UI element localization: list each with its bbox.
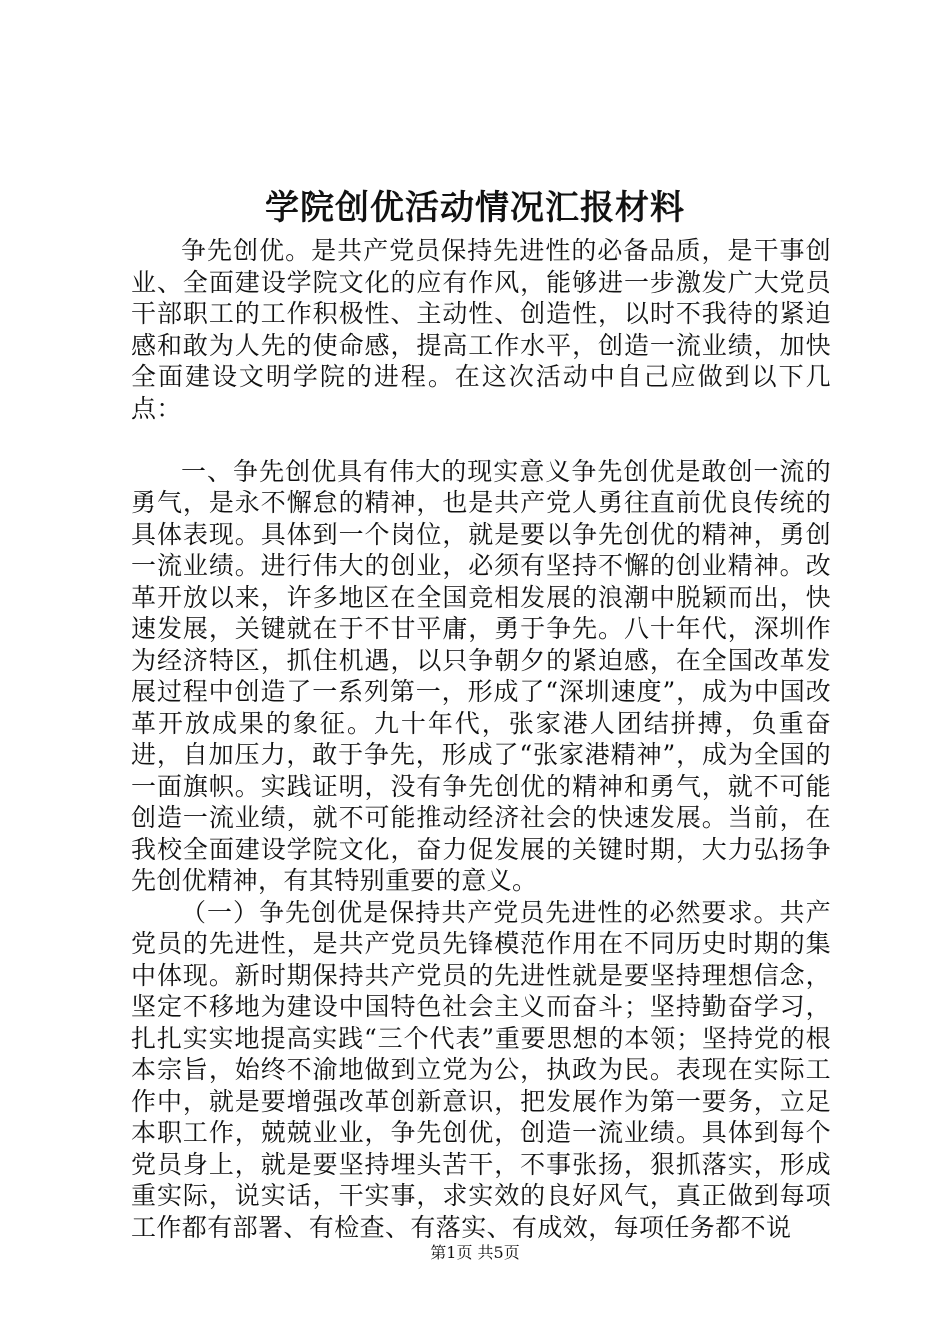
paragraph-section-one: 一、争先创优具有伟大的现实意义争先创优是敢创一流的勇气，是永不懈怠的精神，也是共产党人勇往直前优良传统的具体表现。具体到一个岗位，就是要以争先创优的精神，勇创一流业绩。进行伟大的创业，必须有坚持不懈的创业精神。改革开放以来，许多地区在全国竞相发展的浪潮中脱颖而出，快速发展，关键就在于不甘平庸，勇于争先。八十年代，深圳作为经济特区，抓住机遇，以只争朝夕的紧迫感，在全国改革发展过程中创造了一系列第一，形成了“深圳速度”，成为中国改革开放成果的象征。九十年代，张家港人团结拼搏，负重奋进，自加压力，敢于争先，形成了“张家港精神”，成为全国的一面旗帜。实践证明，没有争先创优的精神和勇气，就不可能创造一流业绩，就不可能推动经济社会的快速发展。当前，在我校全面建设学院文化，奋力促发展的关键时期，大力弘扬争先创优精神，有其特别重要的意义。	[131, 456, 831, 895]
paragraph-subsection-one: （一）争先创优是保持共产党员先进性的必然要求。共产党员的先进性，是共产党员先锋模范作用在不同历史时期的集中体现。新时期保持共产党员的先进性就是要坚持理想信念，坚定不移地为建设中国特色社会主义而奋斗；坚持勤奋学习，扎扎实实地提高实践“三个代表”重要思想的本领；坚持党的根本宗旨，始终不渝地做到立党为公，执政为民。表现在实际工作中，就是要增强改革创新意识，把发展作为第一要务，立足本职工作，兢兢业业，争先创优，创造一流业绩。具体到每个党员身上，就是要坚持埋头苦干，不事张扬，狠抓落实，形成重实际，说实话，干实事，求实效的良好风气，真正做到每项工作都有部署、有检查、有落实、有成效，每项任务都不说	[131, 897, 831, 1242]
paragraph-intro: 争先创优。是共产党员保持先进性的必备品质，是干事创业、全面建设学院文化的应有作风，能够进一步激发广大党员干部职工的工作积极性、主动性、创造性，以时不我待的紧迫感和敢为人先的使命感，提高工作水平，创造一流业绩，加快全面建设文明学院的进程。在这次活动中自己应做到以下几点：	[131, 236, 831, 423]
document-title: 学院创优活动情况汇报材料	[265, 188, 685, 228]
page-number-footer: 第1页 共5页	[430, 1243, 520, 1262]
document-body	[131, 235, 831, 1243]
